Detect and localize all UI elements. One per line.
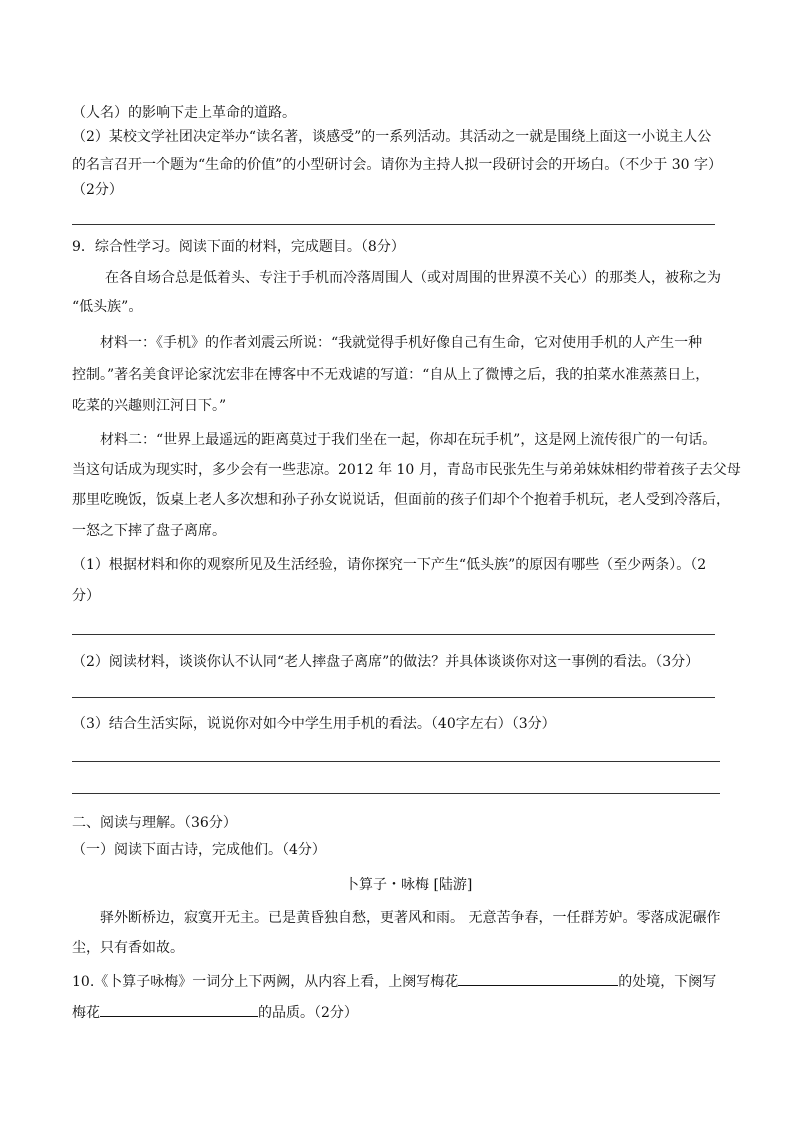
answer-line[interactable]	[72, 634, 715, 635]
paragraph-line: 材料二：“世界上最遥远的距离莫过于我们坐在一起，你却在玩手机”，这是网上流传很广的一句话。	[100, 432, 717, 448]
answer-line[interactable]	[72, 793, 720, 794]
paragraph-line: 控制。”著名美食评论家沈宏非在博客中不无戏谑的写道：“自从上了微博之后，我的拍菜水准蒸蒸日上，	[72, 367, 710, 383]
question-10-line-2	[72, 1002, 358, 1023]
question-heading: 9．综合性学习。阅读下面的材料，完成题目。（8分）	[72, 239, 405, 255]
paragraph-line: 那里吃晚饭，饭桌上老人多次想和孙子孙女说说话，但面前的孩子们却个个抱着手机玩，老人受到冷落后，	[72, 492, 730, 508]
text-line: （2）某校文学社团决定举办“读名著，谈感受”的一系列活动。其活动之一就是围绕上面这一小说主人公	[72, 129, 712, 145]
sub-question: （3）结合生活实际，说说你对如今中学生用手机的看法。（40字左右）（3分）	[72, 716, 556, 732]
paragraph-line: 材料一：《手机》的作者刘震云所说：“我就觉得手机好像自己有生命，它对使用手机的人产生一种	[100, 335, 703, 351]
section-subheading: （一）阅读下面古诗，完成他们。（4分）	[72, 842, 326, 858]
sub-question: 分）	[72, 588, 100, 604]
poem-title: 卜算子・咏梅 [陆游]	[345, 877, 473, 893]
sub-question: （2）阅读材料，谈谈你认不认同“老人摔盘子离席”的做法？并具体谈谈你对这一事例的看法。（3分）	[72, 654, 700, 670]
fill-blank[interactable]	[100, 1002, 258, 1017]
text-line: 的名言召开一个题为“生命的价值”的小型研讨会。请你为主持人拟一段研讨会的开场白。（不少于 30 字）	[72, 157, 723, 173]
poem-line: 尘，只有香如故。	[72, 940, 184, 956]
question-text: 的处境，下阕写	[618, 974, 717, 990]
paragraph-line: 在各自场合总是低着头、专注于手机而冷落周围人（或对周围的世界漠不关心）的那类人，被称之为	[105, 270, 721, 286]
question-text: 10.《卜算子咏梅》一词分上下两阙，从内容上看，上阕写梅花	[72, 974, 459, 990]
paragraph-line: 一怒之下摔了盘子离席。	[72, 523, 226, 539]
paragraph-line: 当这句话成为现实时，多少会有一些悲凉。2012 年 10 月，青岛市民张先生与弟弟妹妹相约带着孩子去父母	[72, 462, 741, 478]
text-line: （人名）的影响下走上革命的道路。	[72, 105, 296, 121]
fill-blank[interactable]	[458, 971, 618, 986]
answer-line[interactable]	[72, 697, 715, 698]
answer-line[interactable]	[72, 761, 720, 762]
paragraph-line: “低头族”。	[72, 299, 143, 315]
sub-question: （1）根据材料和你的观察所见及生活经验，请你探究一下产生“低头族”的原因有哪些（至少两条）。（2	[72, 557, 707, 573]
paragraph-line: 吃菜的兴趣则江河日下。”	[72, 398, 227, 414]
question-text: 梅花	[72, 1005, 100, 1021]
question-10-line-1	[72, 971, 716, 992]
section-heading: 二、阅读与理解。（36分）	[72, 815, 237, 831]
poem-line: 驿外断桥边，寂寞开无主。已是黄昏独自愁，更著风和雨。 无意苦争春，一任群芳妒。零落成泥碾作	[100, 910, 721, 926]
answer-line[interactable]	[72, 224, 715, 225]
question-text: 的品质。（2分）	[258, 1005, 358, 1021]
text-line: （2分）	[72, 182, 123, 198]
